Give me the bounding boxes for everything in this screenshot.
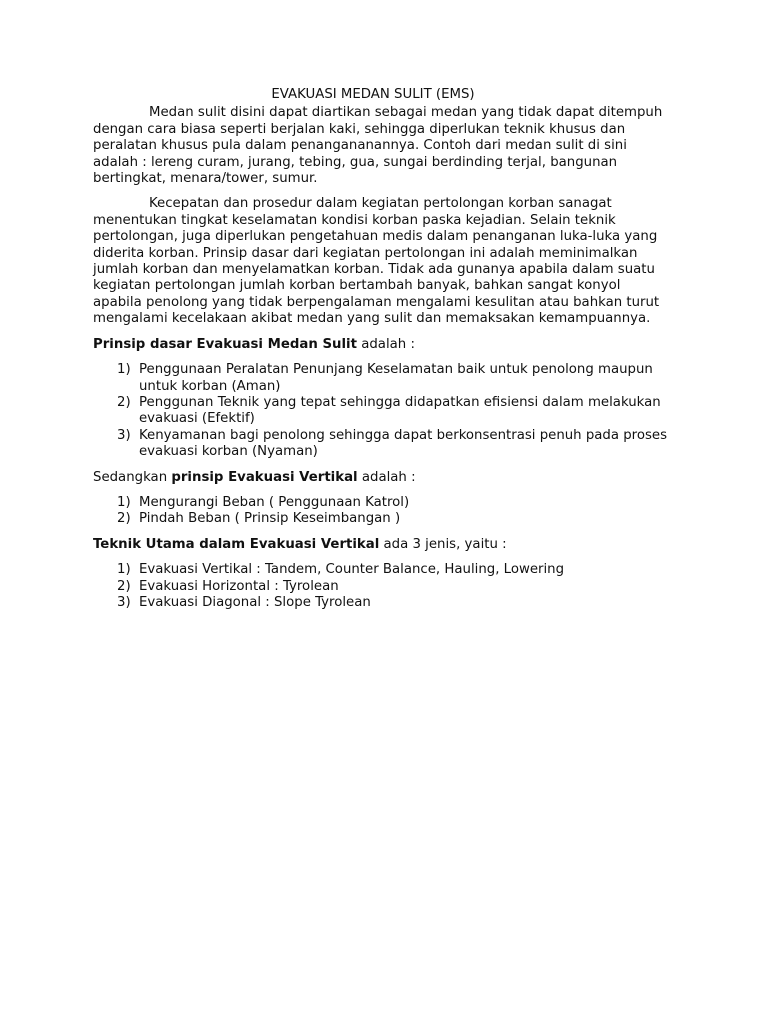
list-item-text: Evakuasi Vertikal : Tandem, Counter Balance, Hauling, Lowering [139, 562, 565, 578]
list-item-text: Mengurangi Beban ( Penggunaan Katrol) [139, 494, 410, 510]
list-item-number: 1) [117, 494, 131, 510]
heading-rest-text: adalah : [356, 336, 415, 352]
list-item [93, 362, 673, 395]
paragraph-medan-sulit: Medan sulit disini dapat diartikan sebagai medan yang tidak dapat ditempuh dengan cara biasa seperti berjalan kaki, sehingga diperlukan teknik khusus dan peralatan khusus pula dalam penangananannya. Contoh dari medan sulit di sini adalah : lereng curam, jurang, tebing, gua, sungai berdinding terjal, bangunan bertingkat, menara/tower, sumur. [93, 105, 663, 187]
list-item-text: Penggunan Teknik yang tepat sehingga didapatkan efisiensi dalam melakukan evakuasi (Efektif) [139, 394, 661, 427]
list-item-text: Penggunaan Peralatan Penunjang Keselamatan baik untuk penolong maupun untuk korban (Aman) [139, 362, 653, 394]
list-item-text: Evakuasi Diagonal : Slope Tyrolean [139, 594, 371, 610]
list-item [93, 595, 673, 611]
heading-bold-text: Teknik Utama dalam Evakuasi Vertikal [93, 536, 380, 552]
list-item [93, 562, 673, 578]
list-item-number: 3) [117, 594, 131, 610]
list-item-text: Pindah Beban ( Prinsip Keseimbangan ) [139, 511, 401, 527]
list-item [93, 495, 673, 511]
list-item [93, 511, 673, 527]
section-heading-prinsip-vertikal [93, 470, 673, 486]
paragraph-kecepatan-prosedur: Kecepatan dan prosedur dalam kegiatan pertolongan korban sanagat menentukan tingkat keselamatan kondisi korban paska kejadian. Selain teknik pertolongan, juga diperlukan pengetahuan medis dalam penanganan luka-luka yang diderita korban. Prinsip dasar dari kegiatan pertolongan ini adalah meminimalkan jumlah korban dan menyelamatkan korban. Tidak ada gunanya apabila dalam suatu kegiatan pertolongan jumlah korban bertambah banyak, bahkan sangat konyol apabila penolong yang tidak berpengalaman mengalami kesulitan atau bahkan turut mengalami kecelakaan akibat medan yang sulit dan memaksakan kemampuannya. [93, 196, 660, 327]
heading-pre-text: Sedangkan [93, 469, 172, 485]
section-heading-teknik-utama [93, 537, 673, 553]
list-item-text: Evakuasi Horizontal : Tyrolean [139, 578, 339, 594]
document-title: EVAKUASI MEDAN SULIT (EMS) [271, 87, 475, 102]
list-item-number: 2) [117, 578, 131, 594]
list-prinsip-vertikal [93, 495, 673, 528]
list-item [93, 428, 673, 461]
list-item [93, 579, 673, 595]
list-item [93, 395, 673, 428]
list-item-number: 2) [117, 394, 131, 410]
heading-bold-text: prinsip Evakuasi Vertikal [171, 469, 358, 485]
list-item-number: 2) [117, 511, 131, 527]
heading-rest-text: ada 3 jenis, yaitu : [379, 536, 507, 552]
list-item-number: 3) [117, 427, 131, 443]
section-heading-prinsip-dasar [93, 337, 673, 353]
list-prinsip-dasar [93, 362, 673, 460]
list-teknik-utama [93, 562, 673, 611]
heading-rest-text: adalah : [357, 469, 416, 485]
list-item-number: 1) [117, 362, 131, 378]
document-body [93, 87, 673, 620]
list-item-number: 1) [117, 562, 131, 578]
list-item-text: Kenyamanan bagi penolong sehingga dapat berkonsentrasi penuh pada proses evakuasi korban (Nyaman) [139, 427, 668, 460]
heading-bold-text: Prinsip dasar Evakuasi Medan Sulit [93, 336, 357, 352]
